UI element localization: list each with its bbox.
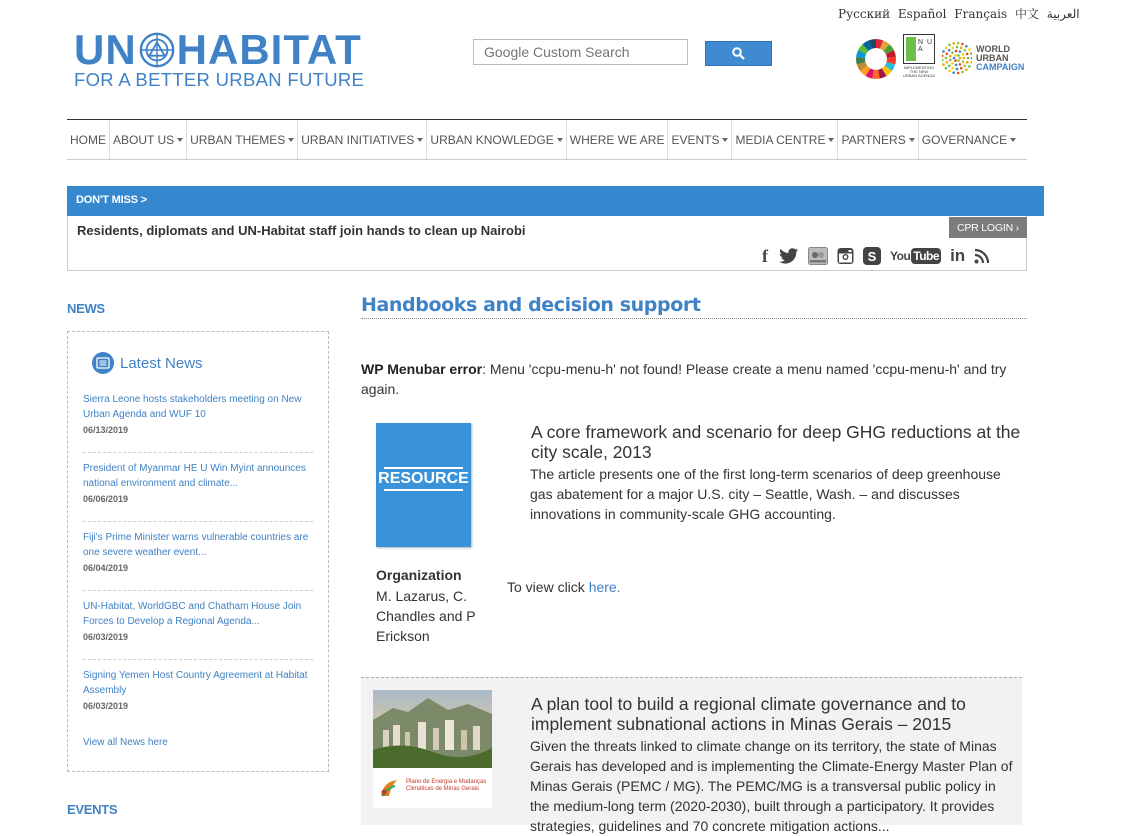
news-title-link[interactable]: UN-Habitat, WorldGBC and Chatham House Join Forces to Develop a Regional Agenda...: [83, 601, 302, 627]
lang-russian[interactable]: Русский: [838, 7, 891, 21]
nav-item-about-us[interactable]: [110, 120, 187, 159]
city-photo: [373, 690, 492, 768]
nav-label: URBAN INITIATIVES: [301, 132, 415, 147]
resource-2-title[interactable]: A plan tool to build a regional climate governance and to implement subnational actions in Minas Gerais – 2015: [531, 694, 966, 734]
news-list: [83, 392, 313, 736]
resource-2-description: Given the threats linked to climate change on its territory, the state of Minas Gerais has developed and is implementing the Climate-Energy Master Plan of Minas Gerais (PEMC / MG). The PEMC/MG is a transversal public policy in the medium-long term (2020-2030), built through a participatory. It provides strategies, guidelines and 70 concrete mitigation actions...: [530, 738, 1013, 834]
view-prefix: To view click: [507, 579, 589, 595]
news-title-link[interactable]: Sierra Leone hosts stakeholders meeting on New Urban Agenda and WUF 10: [83, 394, 302, 420]
search-icon: [732, 47, 745, 60]
news-date: 06/04/2019: [83, 563, 129, 573]
latest-news-header: [92, 352, 203, 374]
nav-label: ABOUT US: [113, 132, 175, 147]
youtube-icon[interactable]: [890, 247, 941, 265]
resource-item-2: [361, 677, 1022, 834]
view-here-link[interactable]: here.: [588, 579, 621, 595]
news-title-link[interactable]: President of Myanmar HE U Win Myint announces national environment and climate...: [83, 463, 306, 489]
lang-arabic[interactable]: العربية: [1046, 7, 1080, 21]
nav-item-urban-knowledge[interactable]: [427, 120, 566, 159]
news-item: [83, 599, 313, 660]
search-button[interactable]: [705, 41, 772, 66]
nav-label: EVENTS: [671, 132, 720, 147]
pemc-mark-icon: [377, 776, 401, 800]
wp-error-text: : Menu 'ccpu-menu-h' not found! Please create a menu named 'ccpu-menu-h' and try again.: [361, 361, 1007, 397]
news-title-link[interactable]: Fiji's Prime Minister warns vulnerable countries are one severe weather event...: [83, 532, 309, 558]
nav-item-media-centre[interactable]: [732, 120, 838, 159]
nua-mark: [903, 34, 935, 64]
news-section-title: NEWS: [67, 301, 105, 316]
lang-french[interactable]: Français: [954, 7, 1008, 21]
pemc-caption: Plano de Energia e Mudanças Climáticas de Minas Gerais: [406, 779, 487, 792]
nav-label: URBAN THEMES: [190, 132, 286, 147]
dont-miss-label[interactable]: DON'T MISS >: [76, 194, 147, 206]
nav-item-home[interactable]: [67, 120, 110, 159]
caret-down-icon: [722, 138, 728, 142]
youtube-tube: Tube: [913, 249, 940, 263]
nav-label: GOVERNANCE: [921, 132, 1008, 147]
social-links: [760, 247, 990, 265]
youtube-you: You: [890, 249, 911, 263]
dont-miss-bar: [67, 186, 1044, 216]
caret-down-icon: [288, 138, 294, 142]
events-section-title: EVENTS: [67, 802, 118, 817]
lang-spanish[interactable]: Español: [897, 7, 947, 21]
pemc-logo: [373, 768, 492, 808]
logo-habitat: HABITAT: [176, 26, 362, 73]
news-title-link[interactable]: Signing Yemen Host Country Agreement at Habitat Assembly: [83, 670, 308, 696]
latest-news-box: [67, 331, 329, 772]
un-habitat-logo[interactable]: [74, 26, 365, 90]
news-date: 06/06/2019: [83, 494, 129, 504]
logo-un: UN: [74, 26, 137, 73]
wuc-line-1: WORLD: [976, 43, 1010, 54]
news-item: [83, 668, 313, 728]
nav-item-where-we-are[interactable]: [567, 120, 669, 159]
resource-badge: RESOURCE: [378, 470, 469, 487]
nav-label: MEDIA CENTRE: [735, 132, 826, 147]
caret-down-icon: [557, 138, 563, 142]
logo-wordmark: [74, 26, 364, 73]
nua-caption: IMPLEMENTING THE NEW URBAN AGENDA: [903, 65, 935, 78]
un-emblem-icon: [138, 31, 176, 69]
latest-news-title: Latest News: [120, 354, 203, 372]
sdg-wheel-icon[interactable]: [855, 38, 897, 80]
new-urban-agenda-logo[interactable]: [903, 34, 935, 78]
minas-gerais-thumbnail[interactable]: [373, 690, 492, 808]
news-item: [83, 530, 313, 591]
news-date: 06/13/2019: [83, 425, 129, 435]
nav-label: WHERE WE ARE: [569, 132, 665, 147]
caret-down-icon: [417, 138, 423, 142]
wp-error-label: WP Menubar error: [361, 361, 483, 377]
dont-miss-panel: [67, 216, 1027, 271]
main-nav: [67, 119, 1027, 160]
rss-icon[interactable]: [974, 247, 990, 265]
view-all-news-link[interactable]: View all News here: [83, 737, 168, 748]
nav-label: HOME: [70, 132, 106, 147]
wuc-text: [976, 45, 1024, 72]
organization-label: Organization: [376, 567, 462, 583]
wuc-line-2: URBAN: [976, 52, 1009, 63]
caret-down-icon: [1010, 138, 1016, 142]
page-title: Handbooks and decision support: [361, 294, 701, 316]
language-selector: [838, 5, 1084, 22]
flickr-icon[interactable]: [808, 247, 828, 265]
resource-title[interactable]: A core framework and scenario for deep GHG reductions at the city scale, 2013: [531, 422, 1021, 462]
nav-item-events[interactable]: [668, 120, 732, 159]
wuc-dots-icon: [942, 40, 972, 76]
news-date: 06/03/2019: [83, 632, 129, 642]
linkedin-icon[interactable]: in: [950, 246, 966, 265]
newspaper-icon: [92, 352, 114, 374]
news-item: [83, 392, 313, 453]
caret-down-icon: [828, 138, 834, 142]
resource-thumbnail[interactable]: [376, 423, 471, 547]
title-divider: [361, 318, 1027, 319]
logo-tagline: FOR A BETTER URBAN FUTURE: [74, 69, 365, 90]
skype-icon[interactable]: S: [863, 247, 881, 265]
lang-chinese[interactable]: 中文: [1014, 7, 1039, 21]
nua-letters: N U A: [918, 39, 934, 53]
nav-label: PARTNERS: [841, 132, 906, 147]
nav-item-urban-themes[interactable]: [187, 120, 298, 159]
resource-description: The article presents one of the first long-term scenarios of deep greenhouse gas abatement for a major U.S. city – Seattle, Wash. – and discusses innovations in community-scale GHG accounting.: [530, 466, 1001, 522]
world-urban-campaign-logo[interactable]: [942, 40, 1024, 76]
twitter-icon[interactable]: [779, 247, 799, 265]
cpr-login-button[interactable]: CPR LOGIN ›: [949, 217, 1027, 238]
facebook-icon[interactable]: f: [762, 245, 768, 266]
nav-item-governance[interactable]: [919, 120, 1019, 159]
organization-names: M. Lazarus, C. Chandles and P Erickson: [376, 588, 476, 644]
dont-miss-headline[interactable]: Residents, diplomats and UN-Habitat staff join hands to clean up Nairobi: [77, 223, 526, 238]
caret-down-icon: [909, 138, 915, 142]
nav-label: URBAN KNOWLEDGE: [430, 132, 554, 147]
caret-down-icon: [177, 138, 183, 142]
news-item: [83, 461, 313, 522]
wuc-line-3: CAMPAIGN: [976, 61, 1025, 72]
nav-item-partners[interactable]: [838, 120, 918, 159]
news-date: 06/03/2019: [83, 701, 129, 711]
search-input[interactable]: [473, 39, 688, 65]
instagram-icon[interactable]: [837, 247, 854, 265]
wp-menubar-error: [361, 359, 1027, 399]
nav-item-urban-initiatives[interactable]: [298, 120, 427, 159]
view-resource: [507, 579, 621, 595]
